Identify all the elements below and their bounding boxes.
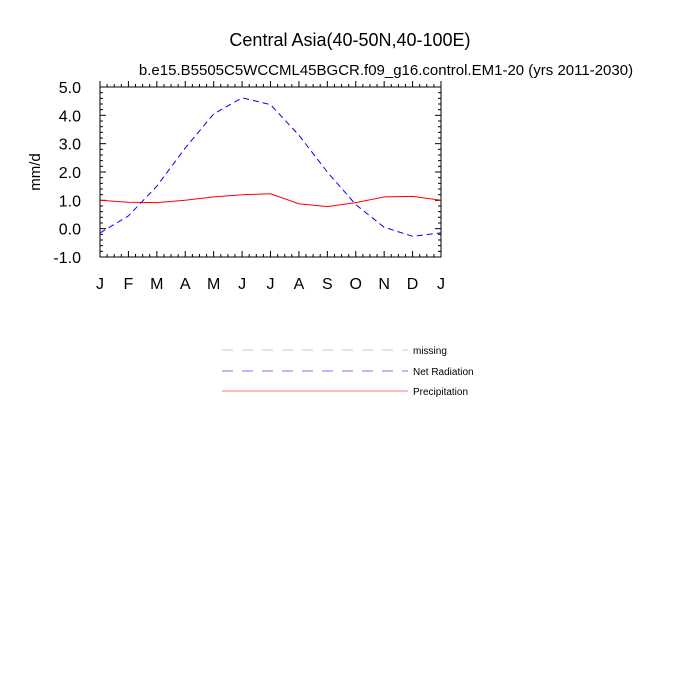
y-tick-label: 5.0 [58,80,81,97]
x-tick-label: A [179,276,191,293]
x-tick-label: J [238,276,247,293]
x-tick-label: N [378,276,390,293]
x-tick-label: F [123,276,134,293]
series-line [100,194,441,207]
x-tick-label: M [150,276,164,293]
x-tick-label: M [207,276,221,293]
legend [222,346,474,398]
chart-subtitle: b.e15.B5505C5WCCML45BGCR.f09_g16.control.EM1-20 (yrs 2011-2030) [138,62,634,79]
series-line [100,98,441,237]
axis-ticks [53,80,445,293]
legend-label: Net Radiation [413,367,474,378]
y-axis-label: mm/d [27,153,44,191]
y-tick-label: 1.0 [58,193,81,211]
legend-label: Precipitation [413,387,469,398]
x-tick-label: J [437,276,445,293]
x-tick-label: J [96,276,104,293]
x-tick-label: O [349,276,362,293]
series-group [100,98,441,237]
y-tick-label: 4.0 [58,108,81,126]
x-tick-label: J [266,276,275,293]
y-tick-label: 2.0 [58,165,81,182]
legend-label: missing [413,346,447,357]
x-tick-label: D [406,276,419,293]
x-tick-label: S [321,276,333,293]
x-tick-label: A [293,276,305,293]
y-tick-label: 3.0 [58,136,81,154]
y-tick-label: -1.0 [53,250,81,267]
y-tick-label: 0.0 [58,221,81,239]
chart-title: Central Asia(40-50N,40-100E) [229,30,471,50]
plot-frame [100,87,441,257]
